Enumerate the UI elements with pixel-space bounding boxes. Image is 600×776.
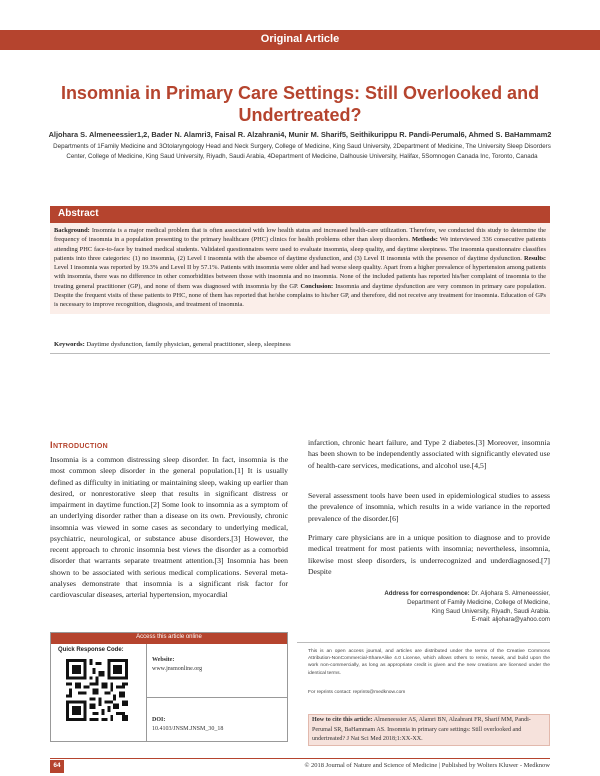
abstract-conclusion: Insomnia and daytime dysfunction are very common in primary care population. Despite the frequent visits of these patients to PHC, none of them has reported that he/she complains to his/her GP, and therefore, did not receive any treatment for insomnia. Education of GPs is necessary to improve recognition, diagnosis, and treatment of insomnia.	[54, 282, 546, 309]
license-text: This is an open access journal, and articles are distributed under the terms of the Creative Commons Attribution-NonCommercial-ShareAlike 4.0 License, which allows others to remix, tweak, and build upon the work non-commercially, as long as appropriate credit is given and the new creations are licensed under the identical terms.	[308, 649, 550, 676]
affiliations: Departments of 1Family Medicine and 3Otolaryngology Head and Neck Surgery, College of Medicine, King Saud University, 2Department of Medicine, The University Sleep Disorders Center, College of Medicine, King Saud University, Riyadh, Saudi Arabia, 4Department of Medicine, Dalhousie University, Halifax, 5Somnogen Canada Inc, Toronto, Canada	[53, 143, 551, 160]
abstract-conclusion-label: Conclusion:	[300, 282, 334, 290]
keywords-divider	[50, 353, 550, 354]
citation-body: Almeneessier AS, Alamri BN, Alzahrani FR, Sharif MM, Pandi-Perumal SR, BaHammam AS. Insomnia in primary care settings: Still overlooked and undertreated? J Nat Sci Med 2018;1:XX-XX.	[312, 717, 531, 743]
abstract-header-band	[50, 206, 550, 223]
abstract-background: Insomnia is a major medical problem that is often associated with low health status and increased health-care utilization. Therefore, we conducted this study to determine the frequency of insomnia in a population presenting to the primary healthcare (PHC) clinics for health problems other than sleep disorders.	[54, 227, 546, 244]
abstract-methods: We interviewed 336 consecutive patients attending PHC face-to-face by trained medical students. Validated questionnaires were used to evaluate insomnia, sleep quality, and daytime sleepiness. The insomnia questionnaire classifies patients into three categories: (1) no insomnia, (2) Level I insomnia with the absence of daytime dysfunction, and (3) Level II insomnia with the presence of daytime dysfunction.	[54, 236, 546, 262]
website-link[interactable]: www.jnsmonline.org	[152, 666, 203, 672]
page-title: Insomnia in Primary Care Settings: Still Overlooked and Undertreated?	[60, 83, 540, 125]
author-list: Aljohara S. Almeneessier1,2, Bader N. Alamri3, Faisal R. Alzahrani4, Munir M. Sharif5, Seithikurippu R. Pandi-Perumal6, Ahmed S. BaHammam2	[48, 130, 552, 139]
introduction-right-paragraph-1: infarction, chronic heart failure, and Type 2 diabetes.[3] Moreover, insomnia has been shown to be independently associated with significantly elevated use of health-care services, medications, and alcohol use.[4,5]	[308, 438, 550, 470]
correspondence-email[interactable]: E-mail: aljohara@yahoo.com	[471, 616, 550, 624]
abstract-background-label: Background:	[54, 227, 90, 234]
footer-divider	[50, 758, 550, 759]
access-box-divider-vertical	[146, 644, 147, 741]
footer-copyright: © 2018 Journal of Nature and Science of Medicine | Published by Wolters Kluwer - Medknow	[304, 762, 550, 769]
abstract-results-label: Results:	[523, 254, 546, 262]
reprints-contact[interactable]: For reprints contact: reprints@medknow.com	[308, 690, 406, 695]
abstract-methods-label: Methods:	[411, 236, 438, 244]
keywords-value: Daytime dysfunction, family physician, general practitioner, sleep, sleepiness	[86, 341, 291, 348]
citation-text	[312, 716, 546, 745]
correspondence-divider	[297, 642, 550, 643]
correspondence-label: Address for correspondence:	[384, 590, 470, 597]
introduction-right-paragraph-3: Primary care physicians are in a unique position to diagnose and to provide medical treatment for most patients with insomnia; nevertheless, insomnia, likewise most sleep disorders, is underrecognized and underdiagnosed.[7] Despite	[308, 533, 550, 576]
correspondence-line-2: King Saud University, Riyadh, Saudi Arabia.	[431, 607, 550, 615]
access-online-title: Access this article online	[136, 634, 202, 640]
qr-code-icon[interactable]	[66, 659, 128, 721]
qr-code-label: Quick Response Code:	[58, 647, 124, 653]
introduction-right-paragraph-2: Several assessment tools have been used in epidemiological studies to assess the prevalence of insomnia, which results in a wide variance in the reported prevalence of the disorder.[6]	[308, 491, 550, 523]
keywords-label: Keywords:	[54, 341, 85, 348]
doi-label: DOI:	[152, 717, 166, 723]
introduction-heading: Introduction	[50, 440, 108, 451]
abstract-text	[54, 226, 546, 310]
access-box-divider-horizontal	[147, 697, 287, 698]
correspondence-name: Dr. Aljohara S. Almeneessier,	[471, 590, 550, 597]
correspondence-block	[330, 590, 550, 625]
introduction-paragraph-1: Insomnia is a common distressing sleep disorder. In fact, insomnia is the most common sleep disorder in the general population.[1] It is usually defined as difficulty in initiating or maintaining sleep, waking up earlier than desired, or nonrestorative sleep that results in significant distress or impairment in daytime function.[2] Some look to insomnia as a symptom of an underlying disorder rather than a disease on its own. Previously, chronic insomnia was viewed in some cases as secondary to underlying medical, psychiatric, neurological, or substance abuse disorders.[3] However, the recent approach to chronic insomnia best views the disorder as a comorbid disorder that warrants separate treatment attention.[3] Insomnia has been shown to be associated with serious medical complications. Several meta-analyses demonstrate that insomnia is a significant risk factor for cardiovascular diseases, arterial hypertension, myocardial	[50, 455, 288, 599]
website-label: Website:	[152, 657, 175, 663]
abstract-results: Level I insomnia was reported by 19.3% and Level II by 57.1%. Patients with insomnia were older and had worse sleep quality. Apart from a higher prevalence of hypertension among patients with insomnia, there was no difference in other comorbidities between those with insomnia and no insomnia. None of the included patients has reported his/her complaint of insomnia to the treating general practitioner (GP), and none of them was diagnosed with insomnia by the GP.	[54, 264, 546, 290]
citation-label: How to cite this article:	[312, 717, 373, 723]
correspondence-line-1: Department of Family Medicine, College of Medicine,	[407, 598, 550, 606]
article-type-label: Original Article	[260, 33, 340, 45]
keywords	[54, 341, 546, 348]
abstract-heading: Abstract	[58, 208, 99, 219]
page-number: 64	[53, 762, 61, 769]
doi-link[interactable]: 10.4103/JNSM.JNSM_30_18	[152, 726, 224, 732]
